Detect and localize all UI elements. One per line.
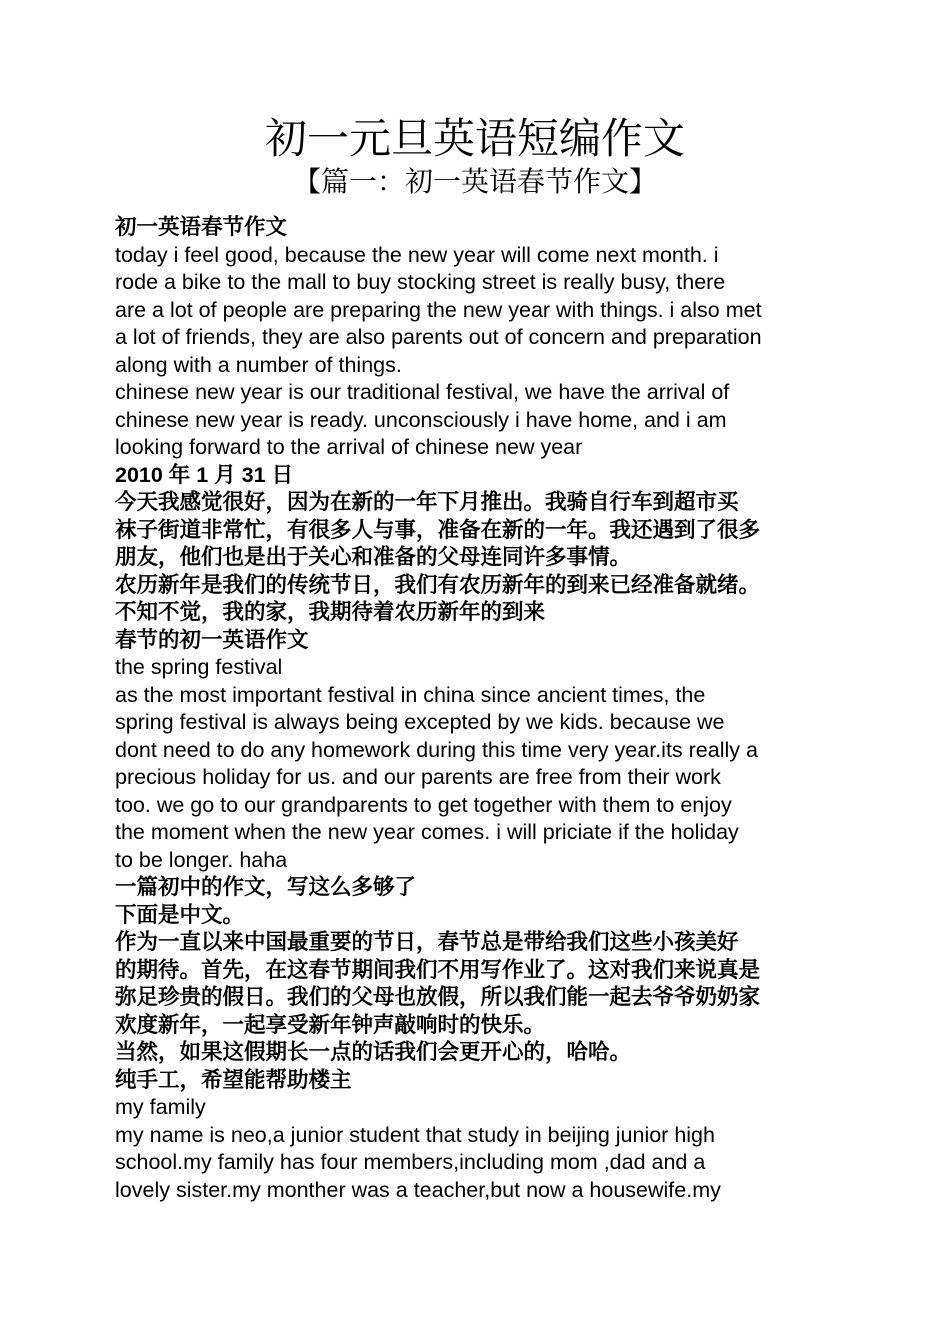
text-line: 春节的初一英语作文 [115,627,309,652]
text-line: 不知不觉，我的家，我期待着农历新年的到来 [115,600,546,624]
text-line: precious holiday for us. and our parents are free from their work [115,765,721,789]
text-line: 袜子街道非常忙，有很多人与事，准备在新的一年。我还遇到了很多 [115,517,761,542]
text-line: school.my family has four members,including mom ,dad and a [115,1150,706,1174]
text-line: 作为一直以来中国最重要的节日，春节总是带给我们这些小孩美好 [115,930,739,954]
text-line: 2010 年 1 月 31 日 [115,462,294,487]
text-line: 当然，如果这假期长一点的话我们会更开心的，哈哈。 [115,1040,632,1064]
text-line: my family [115,1095,206,1119]
text-line: 一篇初中的作文，写这么多够了 [115,875,417,899]
text-line: 初一英语春节作文 [115,215,288,239]
text-line: the moment when the new year comes. i will priciate if the holiday [115,820,739,844]
text-line: today i feel good, because the new year will come next month. i [115,242,719,267]
text-line: 弥足珍贵的假日。我们的父母也放假，所以我们能一起去爷爷奶奶家 [115,985,761,1009]
text-line: rode a bike to the mall to buy stocking street is really busy, there [115,270,726,294]
text-line: spring festival is always being excepted by we kids. because we [115,710,725,734]
text-line: a lot of friends, they are also parents out of concern and preparation [115,325,762,349]
text-line: 朋友，他们也是出于关心和准备的父母连同许多事情。 [115,545,632,569]
text-line: 纯手工，希望能帮助楼主 [115,1067,352,1092]
text-line: dont need to do any homework during this time very year.its really a [115,737,758,762]
text-line: to be longer. haha [115,847,288,872]
text-line: looking forward to the arrival of chinese new year [115,435,583,459]
document-body [115,214,840,1204]
text-line: 欢度新年，一起享受新年钟声敲响时的快乐。 [115,1012,546,1037]
text-line: 农历新年是我们的传统节日，我们有农历新年的到来已经准备就绪。 [115,572,761,597]
text-line: too. we go to our grandparents to get together with them to enjoy [115,792,732,817]
document-subtitle: 【篇一：初一英语春节作文】 [292,166,657,197]
text-line: are a lot of people are preparing the new year with things. i also met [115,297,762,322]
text-line: my name is neo,a junior student that study in beijing junior high [115,1122,715,1147]
document-title: 初一元旦英语短编作文 [264,115,685,162]
text-line: the spring festival [115,655,283,679]
text-line: 下面是中文。 [115,902,245,927]
text-line: lovely sister.my monther was a teacher,but now a housewife.my [115,1177,721,1202]
text-line: as the most important festival in china since ancient times, the [115,682,706,707]
text-line: 今天我感觉很好，因为在新的一年下月推出。我骑自行车到超市买 [115,490,739,514]
text-line: chinese new year is ready. unconsciously i have home, and i am [115,407,727,432]
text-line: chinese new year is our traditional festival, we have the arrival of [115,380,730,404]
text-line: 的期待。首先，在这春节期间我们不用写作业了。这对我们来说真是 [115,957,761,982]
text-line: along with a number of things. [115,352,402,377]
